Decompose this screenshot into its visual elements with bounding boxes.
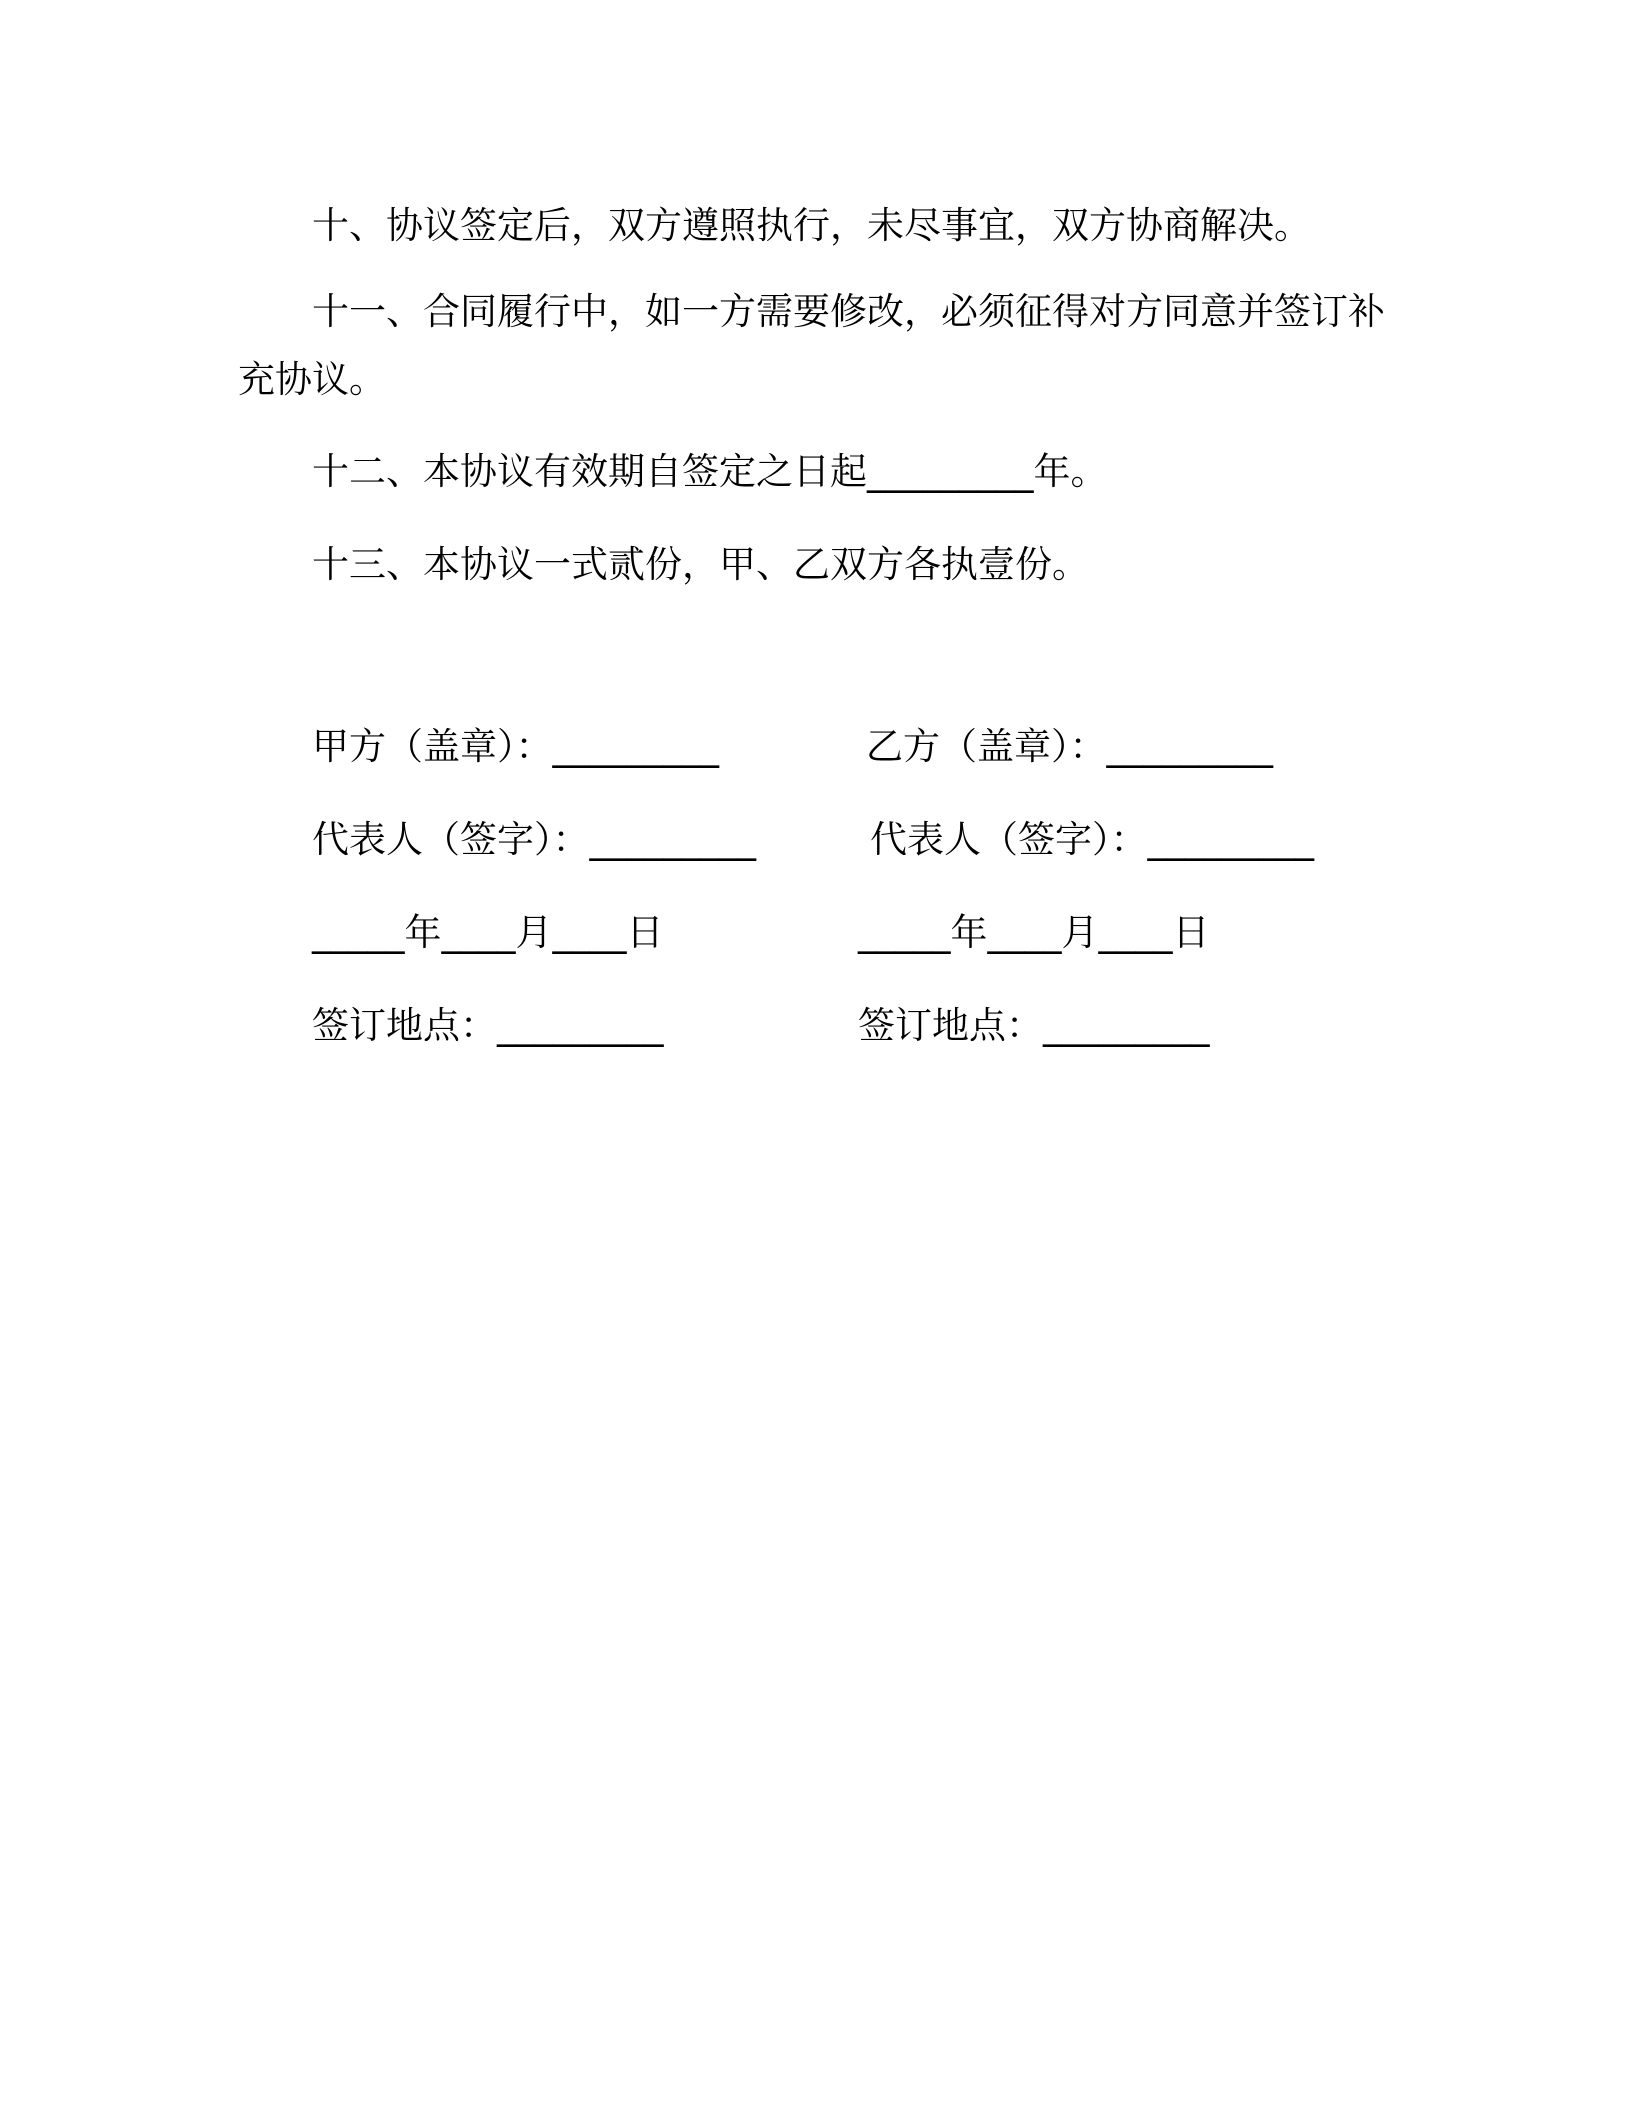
- party-a-representative: 代表人（签字）：_________: [312, 818, 756, 861]
- clause-10: 十、协议签定后，双方遵照执行，未尽事宜，双方协商解决。: [312, 204, 1311, 247]
- party-a-place: 签订地点：_________: [312, 1004, 664, 1047]
- party-b-date: _____年____月____日: [858, 911, 1210, 954]
- clause-11: 十一、合同履行中，如一方需要修改，必须征得对方同意并签订补充协议。: [238, 290, 1385, 401]
- party-a-date: _____年____月____日: [312, 911, 664, 954]
- party-b-seal: 乙方（盖章）：_________: [866, 725, 1273, 768]
- party-b-place: 签订地点：_________: [858, 1004, 1210, 1047]
- clause-12: 十二、本协议有效期自签定之日起_________年。: [312, 450, 1108, 493]
- party-b-representative: 代表人（签字）：_________: [870, 818, 1314, 861]
- party-a-seal: 甲方（盖章）：_________: [312, 725, 719, 768]
- clause-13: 十三、本协议一式贰份，甲、乙双方各执壹份。: [312, 543, 1089, 586]
